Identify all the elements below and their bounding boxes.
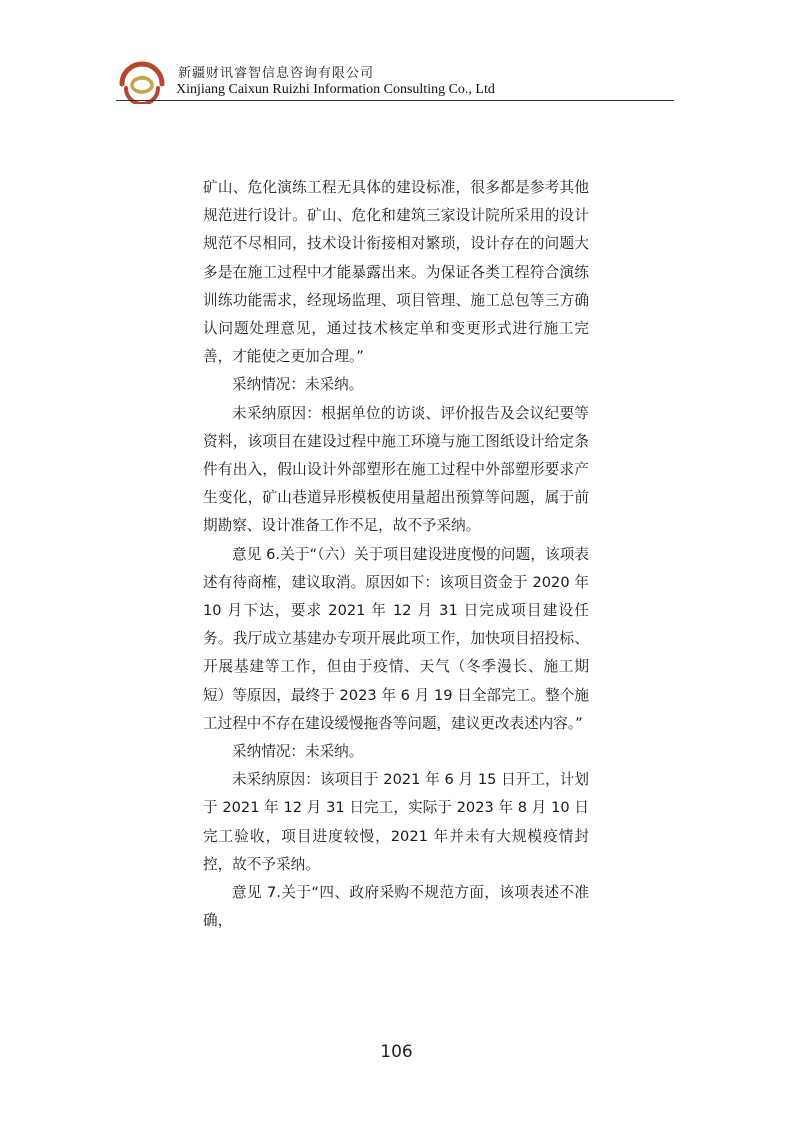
company-name-english: Xinjiang Caixun Ruizhi Information Consulting Co., Ltd bbox=[176, 82, 495, 97]
adoption-status: 采纳情况：未采纳。 bbox=[232, 376, 364, 394]
opinion-6: 意见 6.关于“（六）关于项目建设进度慢的问题，该项表述有待商榷，建议取消。原因如下：该项目资金于 2020 年 10 月下达，要求 2021 年 12 月 31 日完成项目建设任务。我厅成立基建办专项开展此项工作，加快项目招投标、开展基建等工作，但由于疫情、天气（冬季漫长、施工期短）等原因，最终于 2023 年 6 月 19 日全部完工。整个施工过程中不存在建设缓慢拖沓等问题，建议更改表述内容。” bbox=[203, 545, 589, 732]
adoption-status: 采纳情况：未采纳。 bbox=[232, 743, 364, 761]
header-divider bbox=[116, 100, 674, 101]
company-logo-icon bbox=[116, 58, 168, 104]
document-body bbox=[203, 174, 589, 935]
paragraph: 未采纳原因：根据单位的访谈、评价报告及会议纪要等资料，该项目在建设过程中施工环境与施工图纸设计给定条件有出入，假山设计外部塑形在施工过程中外部塑形要求产生变化，矿山巷道异形模板使用量超出预算等问题，属于前期勘察、设计准备工作不足，故不予采纳。 bbox=[203, 404, 589, 535]
page-number: 106 bbox=[380, 1042, 413, 1062]
company-name-chinese: 新疆财讯睿智信息咨询有限公司 bbox=[178, 66, 375, 81]
paragraph: 未采纳原因：该项目于 2021 年 6 月 15 日开工，计划于 2021 年 12 月 31 日完工，实际于 2023 年 8 月 10 日完工验收，项目进度较慢，2021 年并未有大规模疫情封控，故不予采纳。 bbox=[203, 771, 589, 873]
opinion-7: 意见 7.关于“四、政府采购不规范方面，该项表述不准确， bbox=[203, 884, 589, 930]
letterhead bbox=[116, 58, 674, 104]
paragraph: 矿山、危化演练工程无具体的建设标准，很多都是参考其他规范进行设计。矿山、危化和建筑三家设计院所采用的设计规范不尽相同，技术设计衔接相对繁琐，设计存在的问题大多是在施工过程中才能暴露出来。为保证各类工程符合演练训练功能需求，经现场监理、项目管理、施工总包等三方确认问题处理意见，通过技术核定单和变更形式进行施工完善，才能使之更加合理。” bbox=[203, 179, 589, 366]
